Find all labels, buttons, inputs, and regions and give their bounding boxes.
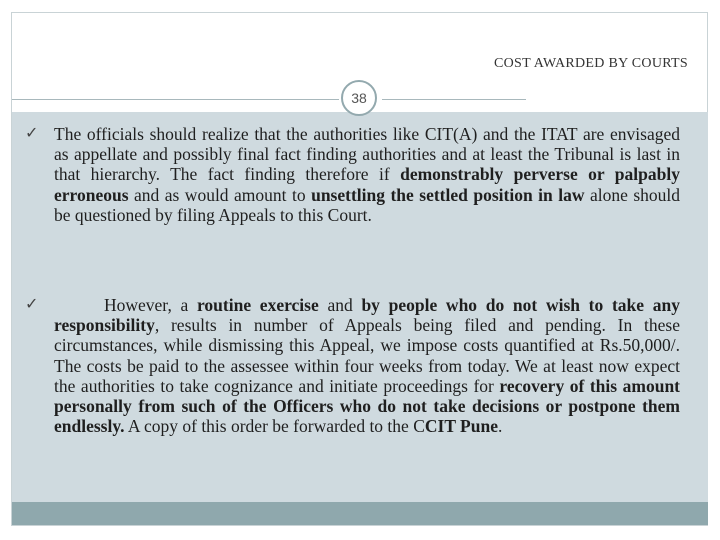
p2-bold-2: by people who do not wish to take any responsibility [54,295,680,336]
p2-text-5: . [497,416,503,437]
footer-bar [12,502,708,525]
p2-bold-3: recovery of this amount personally from such of the Officers who do not take decisions or postpone them endlessly. [54,375,681,437]
p2-text-4: A copy of this order be forwarded to the C [124,416,425,437]
page-number-badge [341,80,377,116]
p2-bold-1: routine exercise [196,295,319,315]
p1-bold-1: demonstrably perverse or palpably erroneous [54,164,680,205]
divider-left [12,99,339,100]
p1-text-2: and as would amount to [128,184,312,205]
checkmark-icon: ✓ [25,294,39,313]
page-number: 38 [351,90,367,106]
p1-text-1: The officials should realize that the authorities like CIT(A) and the ITAT are envisaged as appellate and possibly final fact finding authorities and at least the Tribunal is last in that hierarchy. The fact finding therefore if [54,124,680,185]
divider-right [382,99,526,100]
slide-title: COST AWARDED BY COURTS [493,56,688,71]
p1-bold-2: unsettling the settled position in law [311,184,585,205]
p1-text-3: alone should be questioned by filing Appeals to this Court. [54,184,681,225]
paragraph-2 [54,295,680,436]
p2-text-3: , results in number of Appeals being filed and pending. In these circumstances, while dismissing this Appeal, we impose costs quantified at Rs.50,000/. The costs be paid to the assessee within four weeks from today. We at least now expect the authorities to take cognizance and initiate proceedings for [54,315,680,396]
p2-bold-4: CIT Pune [424,416,498,437]
checkmark-icon: ✓ [25,123,39,142]
p2-text-2: and [318,295,362,315]
paragraph-1 [54,124,680,225]
p2-text-1: However, a [104,295,197,315]
